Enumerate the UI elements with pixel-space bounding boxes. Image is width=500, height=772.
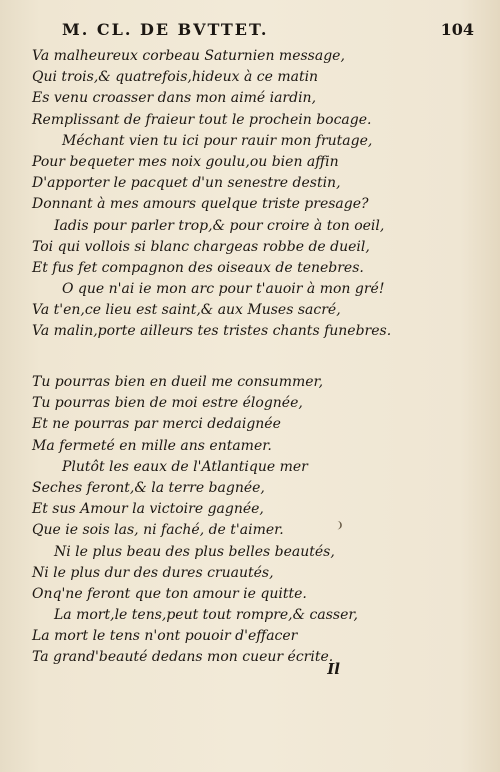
verse-line: Ni le plus beau des plus belles beautés, <box>54 543 335 560</box>
verse-line: O que n'ai ie mon arc pour t'auoir à mon gré! <box>62 281 385 298</box>
verse-line: Qui trois,& quatrefois,hideux à ce matin <box>32 69 319 86</box>
verse-line: D'apporter le pacquet d'un senestre destin, <box>32 175 341 192</box>
verse-line: Onq'ne feront que ton amour ie quitte. <box>32 585 307 602</box>
verse-line: Iadis pour parler trop,& pour croire à ton oeil, <box>54 217 385 234</box>
verse-line: Va malheureux corbeau Saturnien message, <box>32 48 345 64</box>
verse-line: Remplissant de fraieur tout le prochein bocage. <box>32 111 372 128</box>
verse-line: Va malin,porte ailleurs tes tristes chants funebres. <box>32 323 392 340</box>
verse-line: Toi qui vollois si blanc chargeas robbe de dueil, <box>32 238 370 255</box>
sonnet-1 <box>32 46 472 343</box>
verse-line: Et sus Amour la victoire gagnée, <box>32 501 264 518</box>
verse-line: La mort le tens n'ont pouoir d'effacer <box>32 628 298 645</box>
verse-line: La mort,le tens,peut tout rompre,& casser, <box>54 607 358 624</box>
verse-line: Méchant vien tu ici pour rauir mon frutage, <box>62 132 373 149</box>
verse-line: Va t'en,ce lieu est saint,& aux Muses sacré, <box>32 302 341 319</box>
verse-line: Es venu croasser dans mon aimé iardin, <box>32 90 317 107</box>
catchword: Il <box>327 660 340 678</box>
verse-line: Plutôt les eaux de l'Atlantique mer <box>62 458 308 475</box>
page-number: 104 <box>440 20 474 39</box>
verse-line: Tu pourras bien en dueil me consummer, <box>32 374 324 390</box>
running-head: M. CL. DE BVTTET. <box>62 20 269 39</box>
verse-line: Et ne pourras par merci dedaignée <box>32 416 281 433</box>
verse-line: Seches feront,& la terre bagnée, <box>32 479 265 496</box>
page-header <box>62 20 474 42</box>
verse-line: Ta grand'beauté dedans mon cueur écrite. <box>32 649 334 666</box>
verse-line: Et fus fet compagnon des oiseaux de tenebres. <box>32 259 364 276</box>
verse-line: Donnant à mes amours quelque triste presage? <box>32 196 369 213</box>
verse-line: Ni le plus dur des dures cruautés, <box>32 564 274 581</box>
margin-mark: ❩ <box>336 521 344 531</box>
verse-line: Que ie sois las, ni faché, de t'aimer. <box>32 522 284 539</box>
verse-line: Tu pourras bien de moi estre élognée, <box>32 395 303 412</box>
sonnet-2 <box>32 372 472 669</box>
verse-line: Ma fermeté en mille ans entamer. <box>32 437 272 454</box>
verse-line: Pour bequeter mes noix goulu,ou bien affin <box>32 153 339 170</box>
